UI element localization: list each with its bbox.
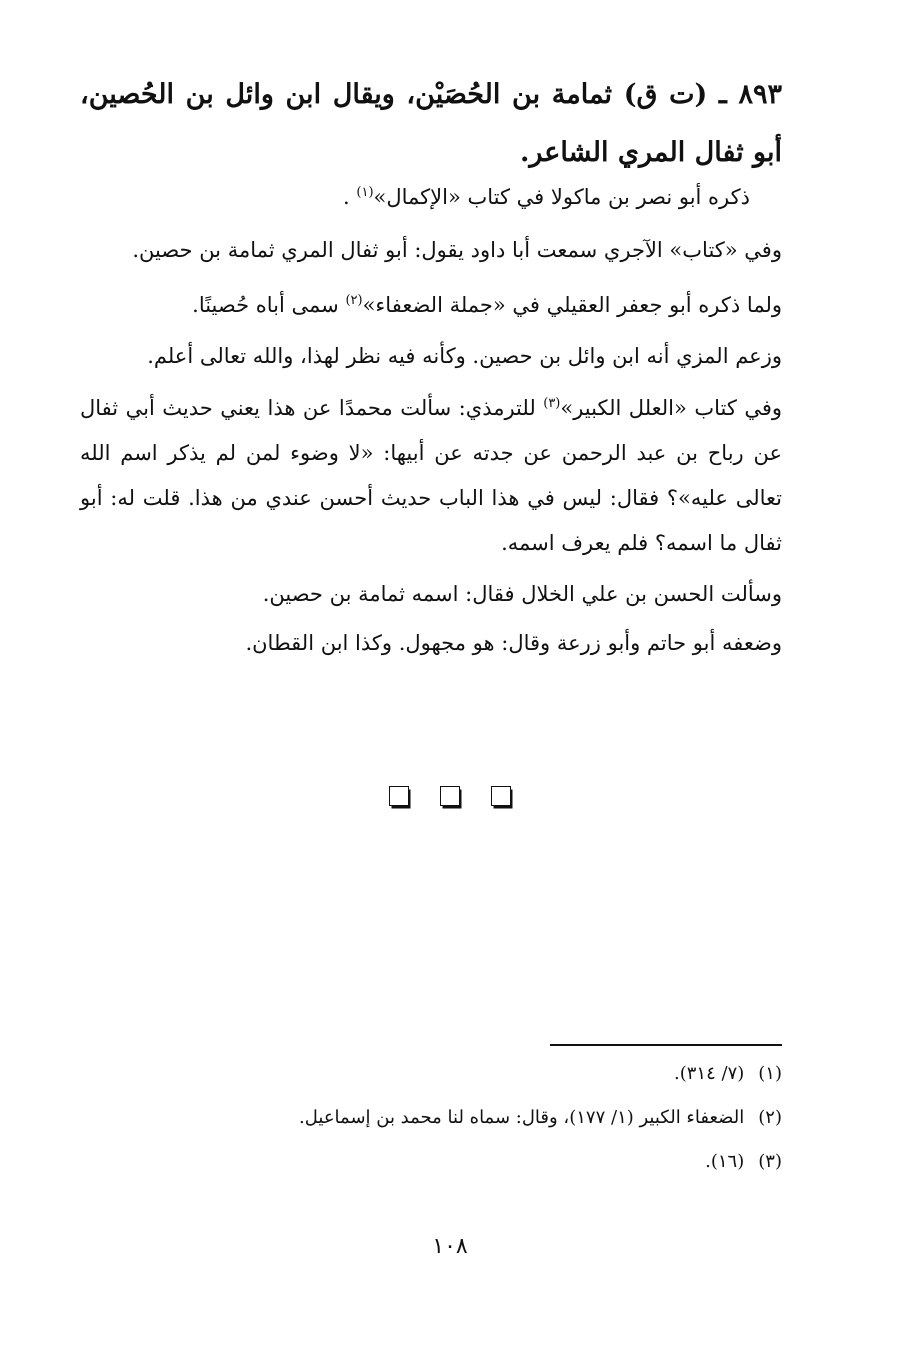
paragraph-text: وضعفه أبو حاتم وأبو زرعة وقال: هو مجهول. وكذا ابن القطان. (245, 631, 782, 655)
footnote-2 (80, 1096, 782, 1140)
paragraph-text: وفي «كتاب» الآجري سمعت أبا داود يقول: أبو ثفال المري ثمامة بن حصين. (132, 238, 782, 262)
square-box-icon (389, 786, 409, 806)
paragraph-1 (80, 178, 782, 216)
paragraph-text: ذكره أبو نصر بن ماكولا في كتاب «الإكمال» (373, 185, 750, 209)
footnote-1 (80, 1052, 782, 1096)
footnote-number: (٢) (758, 1107, 782, 1128)
paragraph-3 (80, 286, 782, 324)
footnotes (80, 1052, 782, 1184)
paragraph-7 (80, 624, 782, 662)
footnote-divider (550, 1044, 782, 1046)
footnote-text: الضعفاء الكبير (١/ ١٧٧)، وقال: سماه لنا محمد بن إسماعيل. (299, 1107, 745, 1128)
square-box-icon (440, 786, 460, 806)
page-number: ١٠٨ (432, 1234, 468, 1259)
paragraph-tail: سمى أباه حُصينًا. (192, 293, 346, 317)
paragraph-2 (80, 231, 782, 269)
section-end-ornament (0, 786, 900, 810)
paragraph-text: وفي كتاب «العلل الكبير» (560, 396, 783, 420)
footnote-ref-1: (١) (356, 185, 374, 200)
paragraph-text: ولما ذكره أبو جعفر العقيلي في «جملة الضعفاء» (362, 293, 782, 317)
square-box-icon (491, 786, 511, 806)
entry-heading: ٨٩٣ ـ (ت ق) ثمامة بن الحُصَيْن، ويقال ابن وائل بن الحُصين، أبو ثفال المري الشاعر. (80, 79, 782, 168)
paragraph-tail: للترمذي: سألت محمدًا عن هذا يعني حديث أبي ثفال عن رباح بن عبد الرحمن عن جدته عن أبيها: «لا وضوء لمن لم يذكر اسم الله تعالى عليه»؟ فقال: ليس في هذا الباب حديث أحسن عندي من هذا. قلت له: أبو ثفال ما اسمه؟ فلم يعرف اسمه. (80, 396, 782, 555)
footnote-3 (80, 1140, 782, 1184)
paragraph-6 (80, 575, 782, 613)
footnote-number: (١) (758, 1063, 782, 1084)
paragraph-5 (80, 386, 782, 566)
paragraph-text: وزعم المزي أنه ابن وائل بن حصين. وكأنه فيه نظر لهذا، والله تعالى أعلم. (147, 344, 782, 368)
paragraph-tail: . (343, 185, 357, 209)
footnote-text: (١٦). (705, 1151, 745, 1172)
paragraph-text: وسألت الحسن بن علي الخلال فقال: اسمه ثمامة بن حصين. (262, 582, 782, 606)
footnote-ref-2: (٢) (345, 293, 363, 308)
paragraph-4 (80, 337, 782, 375)
footnote-ref-3: (٣) (543, 396, 561, 411)
footnote-number: (٣) (758, 1151, 782, 1172)
footnote-text: (٧/ ٣١٤). (674, 1063, 745, 1084)
